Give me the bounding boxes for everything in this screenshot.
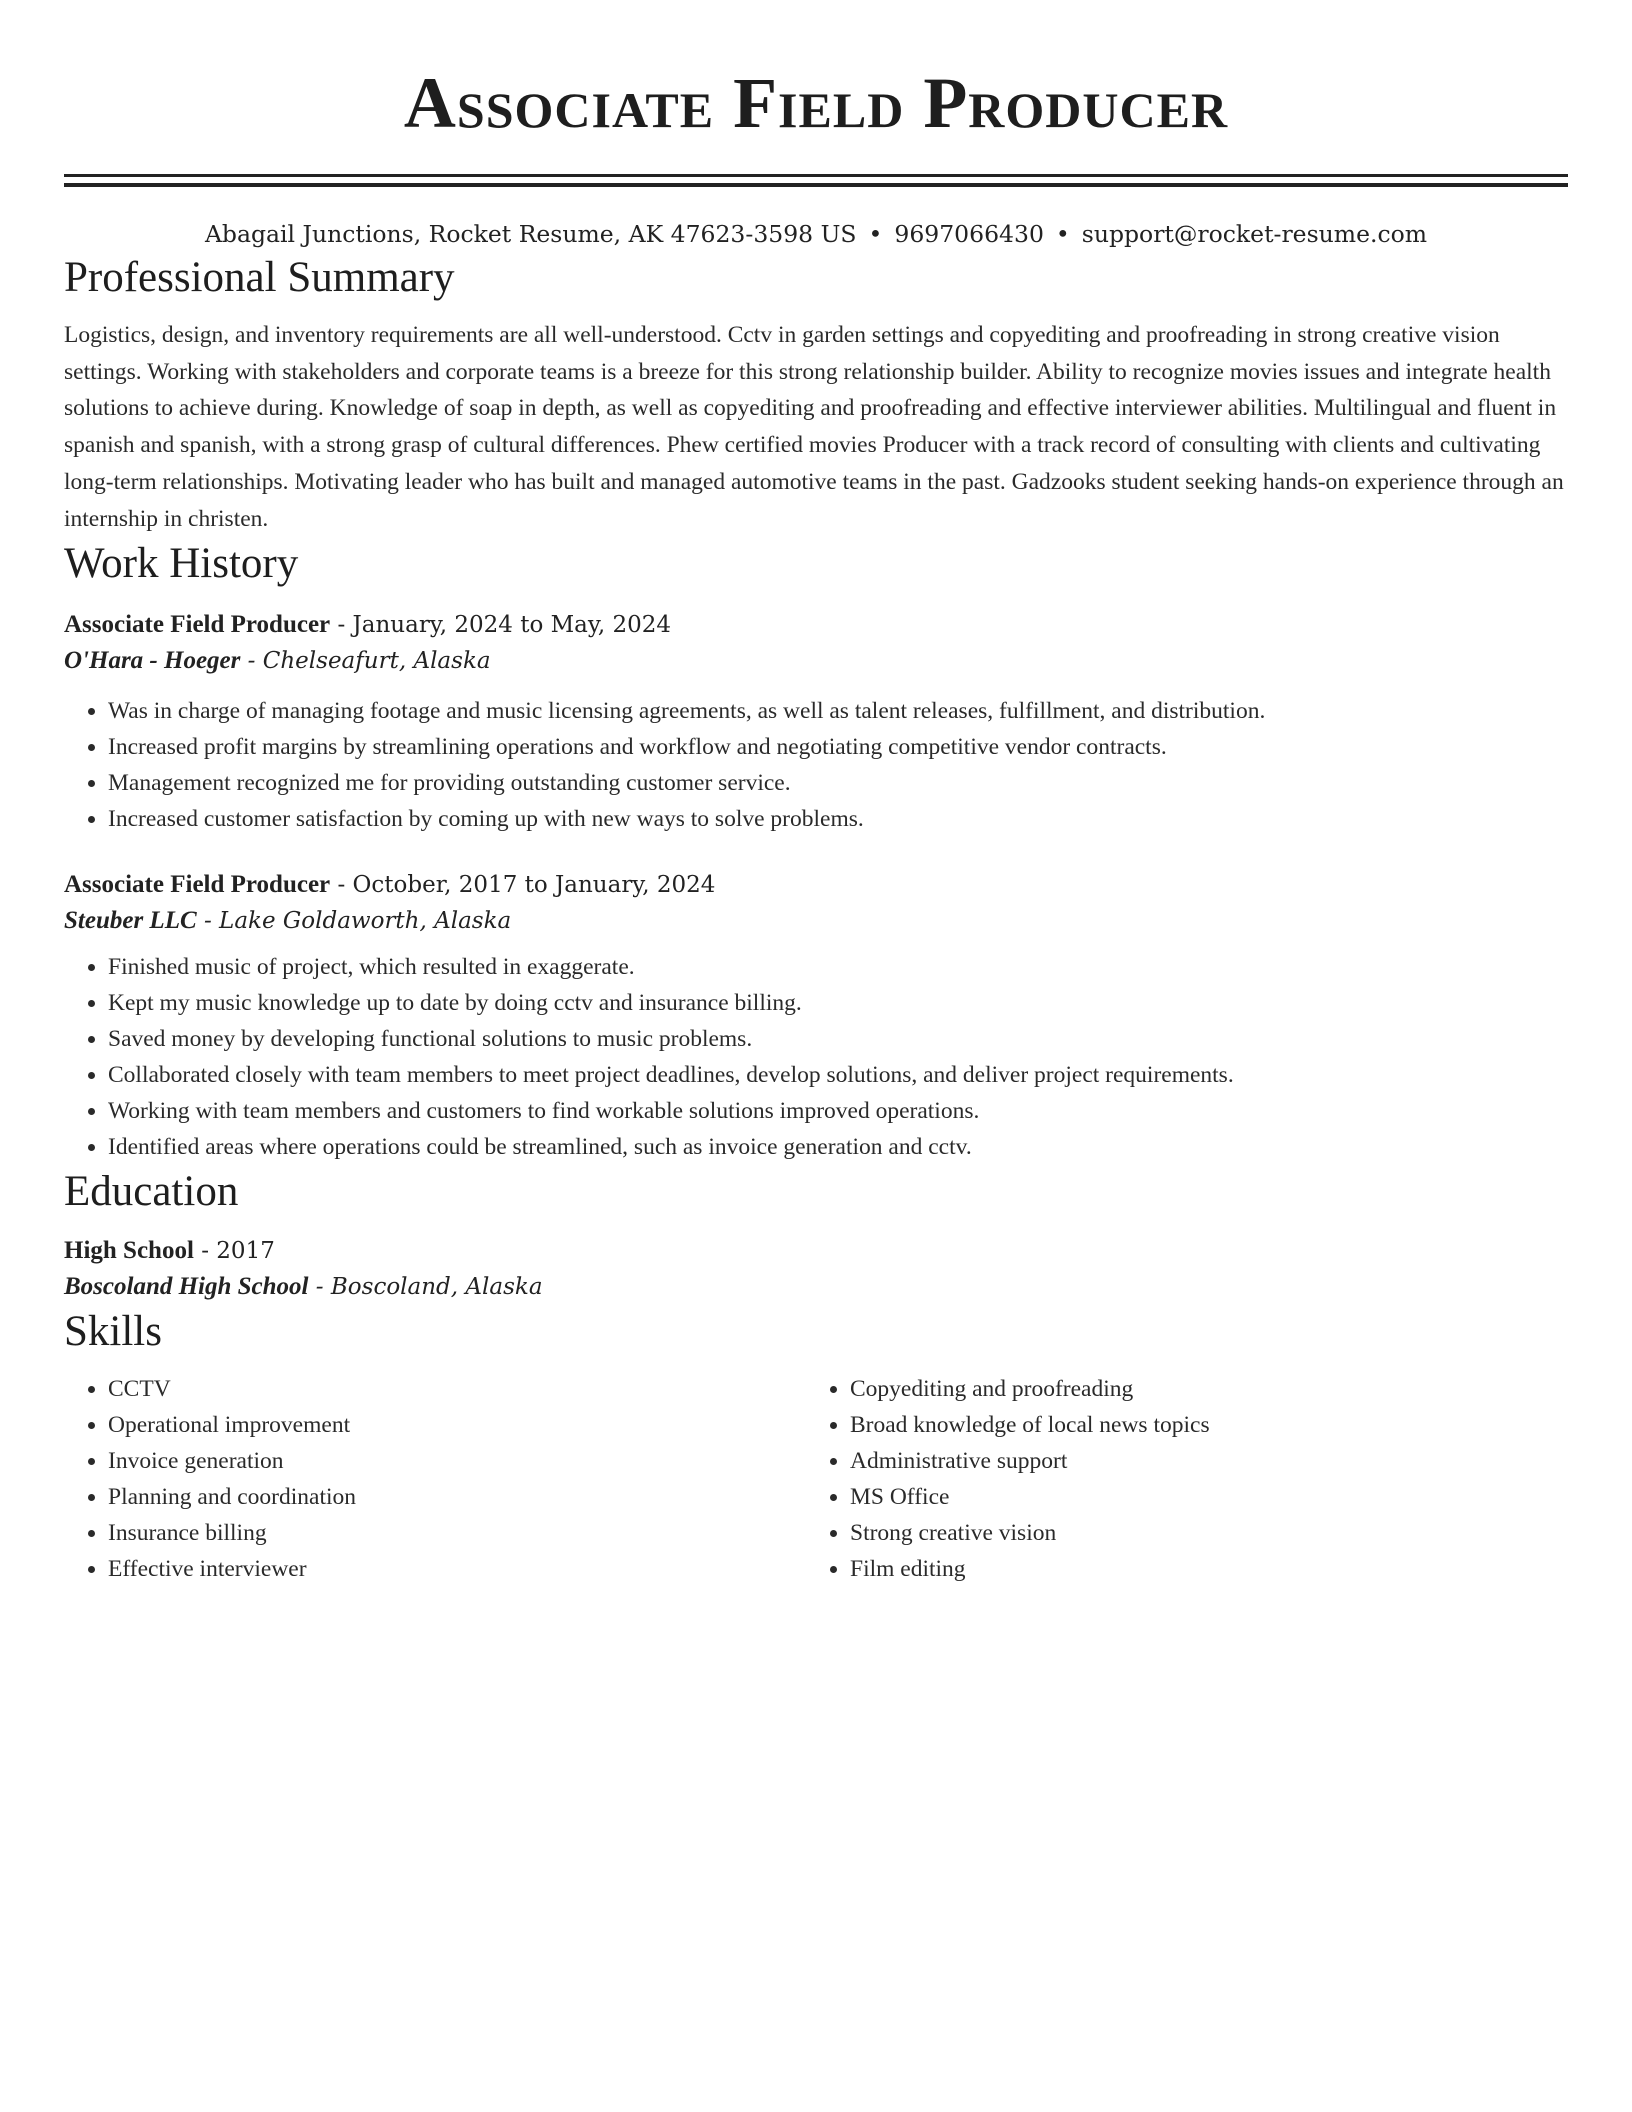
job-bullets (64, 949, 1568, 1165)
skills-column-left (64, 1371, 806, 1587)
skill-item: • Broad knowledge of local news topics (850, 1407, 1506, 1443)
education-degree-line (64, 1233, 1568, 1269)
list-item: • Increased customer satisfaction by coming up with new ways to solve problems. (108, 801, 1568, 837)
work-history-heading: Work History (64, 540, 299, 588)
education-school: Boscoland High School (64, 1273, 309, 1301)
education-entry (64, 1233, 1568, 1305)
summary-heading: Professional Summary (64, 254, 455, 301)
job-company-line (64, 643, 1568, 679)
skill-item: • Administrative support (850, 1443, 1506, 1479)
list-item: • Collaborated closely with team members to meet project deadlines, develop solutions, and deliver project requirements. (108, 1057, 1568, 1093)
skill-item: • Insurance billing (108, 1515, 806, 1551)
education-degree: High School (64, 1237, 194, 1265)
job-title: Associate Field Producer (64, 611, 331, 639)
list-item: • Increased profit margins by streamlining operations and workflow and negotiating competitive vendor contracts. (108, 729, 1568, 765)
contact-line (64, 217, 1568, 251)
job-dates: - January, 2024 to May, 2024 (330, 612, 671, 639)
skills-list (64, 1371, 1568, 1587)
job-title: Associate Field Producer (64, 871, 331, 899)
job-entry (64, 607, 1568, 837)
skill-item: • MS Office (850, 1479, 1506, 1515)
skill-item: • Effective interviewer (108, 1551, 806, 1587)
job-entry (64, 867, 1568, 1165)
title-divider (64, 174, 1568, 187)
contact-separator: • (868, 220, 883, 248)
job-company-line (64, 903, 1568, 939)
contact-phone: 9697066430 (894, 220, 1044, 248)
skill-item: • Planning and coordination (108, 1479, 806, 1515)
skill-item: • CCTV (108, 1371, 806, 1407)
skills-heading: Skills (64, 1308, 162, 1356)
job-company: Steuber LLC (64, 907, 197, 935)
job-dates: - October, 2017 to January, 2024 (330, 872, 716, 899)
resume-title: Associate Field Producer (403, 63, 1229, 143)
summary-text: Logistics, design, and inventory requirements are all well-understood. Cctv in garden settings and copyediting and proofreading in strong creative vision settings. Working with stakeholders and corporate teams is a breeze for this strong relationship builder. Ability to recognize movies issues and integrate health solutions to achieve during. Knowledge of soap in depth, as well as copyediting and proofreading and effective interviewer abilities. Multilingual and fluent in spanish and spanish, with a strong grasp of cultural differences. Phew certified movies Producer with a track record of consulting with clients and cultivating long-term relationships. Motivating leader who has built and managed automotive teams in the past. Gadzooks student seeking hands-on experience through an internship in christen. (64, 322, 1564, 532)
list-item: • Management recognized me for providing outstanding customer service. (108, 765, 1568, 801)
education-year: - 2017 (193, 1238, 275, 1265)
skills-column-right (806, 1371, 1506, 1587)
job-title-line (64, 607, 1568, 643)
list-item: • Identified areas where operations could be streamlined, such as invoice generation and cctv. (108, 1129, 1568, 1165)
skill-item: • Strong creative vision (850, 1515, 1506, 1551)
list-item: • Was in charge of managing footage and music licensing agreements, as well as talent releases, fulfillment, and distribution. (108, 693, 1568, 729)
job-bullets (64, 693, 1568, 837)
skill-item: • Copyediting and proofreading (850, 1371, 1506, 1407)
skill-item: • Operational improvement (108, 1407, 806, 1443)
list-item: • Kept my music knowledge up to date by doing cctv and insurance billing. (108, 985, 1568, 1021)
education-heading: Education (64, 1168, 239, 1216)
job-company: O'Hara - Hoeger (64, 647, 241, 675)
skill-item: • Invoice generation (108, 1443, 806, 1479)
contact-separator: • (1055, 220, 1070, 248)
list-item: • Working with team members and customers to find workable solutions improved operations. (108, 1093, 1568, 1129)
contact-email: support@rocket-resume.com (1081, 220, 1428, 248)
job-location: - Lake Goldaworth, Alaska (196, 908, 512, 935)
list-item: • Finished music of project, which resulted in exaggerate. (108, 949, 1568, 985)
job-title-line (64, 867, 1568, 903)
job-location: - Chelseafurt, Alaska (240, 648, 491, 675)
skill-item: • Film editing (850, 1551, 1506, 1587)
list-item: • Saved money by developing functional solutions to music problems. (108, 1021, 1568, 1057)
contact-address: Abagail Junctions, Rocket Resume, AK 47623-3598 US (204, 220, 857, 248)
education-location: - Boscoland, Alaska (308, 1274, 543, 1301)
education-school-line (64, 1269, 1568, 1305)
